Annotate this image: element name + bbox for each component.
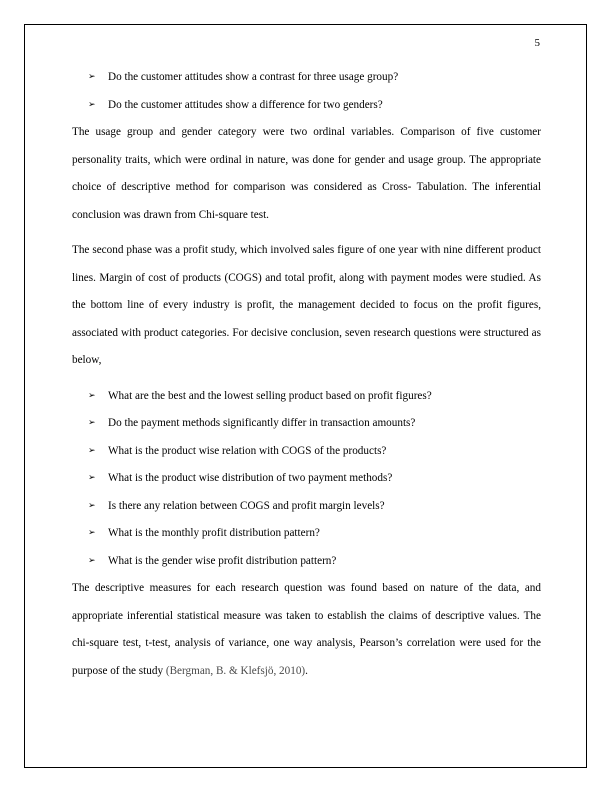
arrow-bullet-icon: ➢ — [88, 473, 96, 483]
arrow-bullet-icon: ➢ — [88, 445, 96, 456]
list-item-text: What is the product wise distribution of two payment methods? — [108, 472, 393, 484]
list-item-text: Is there any relation between COGS and profit margin levels? — [108, 499, 385, 512]
list-item — [72, 438, 541, 466]
question-list-research — [72, 383, 541, 576]
arrow-bullet-icon: ➢ — [88, 528, 96, 538]
paragraph-methods — [72, 575, 541, 685]
list-item — [72, 548, 541, 576]
list-item — [72, 64, 541, 92]
list-item-text: What is the product wise relation with COGS of the products? — [108, 444, 387, 457]
paragraph-usage-gender: The usage group and gender category were two ordinal variables. Comparison of five customer personality traits, which were ordinal in nature, was done for gender and usage group. The appropriate choice of descriptive method for comparison was considered as Cross- Tabulation. The inferential conclusion was drawn from Chi-square test. — [72, 126, 541, 221]
list-item — [72, 92, 541, 120]
list-item-text: What are the best and the lowest selling product based on profit figures? — [108, 389, 432, 402]
arrow-bullet-icon: ➢ — [88, 99, 96, 110]
arrow-bullet-icon: ➢ — [88, 418, 96, 428]
arrow-bullet-icon: ➢ — [88, 500, 96, 511]
list-item-text: Do the payment methods significantly differ in transaction amounts? — [108, 417, 416, 429]
list-item-text: What is the gender wise profit distribution pattern? — [108, 554, 337, 567]
page-number: 5 — [534, 37, 540, 49]
list-item — [72, 410, 541, 438]
paragraph-methods-text: The descriptive measures for each research question was found based on nature of the data, and appropriate inferential statistical measure was taken to establish the claims of descriptive values. The chi-square test, t-test, analysis of variance, one way analysis, Pearson’s correlation were used for the purpose of the study — [72, 582, 541, 677]
list-item — [72, 465, 541, 493]
paragraph-end: . — [305, 664, 308, 677]
list-item-text: Do the customer attitudes show a difference for two genders? — [108, 98, 383, 111]
paragraph-profit-study: The second phase was a profit study, which involved sales figure of one year with nine different product lines. Margin of cost of products (COGS) and total profit, along with payment modes were studied. As the bottom line of every industry is profit, the management decided to focus on the profit figures, associated with product categories. For decisive conclusion, seven research questions were structured as below, — [72, 244, 541, 366]
arrow-bullet-icon: ➢ — [88, 555, 96, 566]
question-list-attitudes — [72, 64, 541, 119]
list-item-text: Do the customer attitudes show a contrast for three usage group? — [108, 71, 399, 83]
citation: (Bergman, B. & Klefsjö, 2010) — [165, 664, 306, 677]
document-body — [72, 64, 541, 685]
arrow-bullet-icon: ➢ — [88, 72, 96, 82]
list-item — [72, 493, 541, 521]
list-item — [72, 383, 541, 411]
list-item-text: What is the monthly profit distribution pattern? — [108, 527, 320, 539]
arrow-bullet-icon: ➢ — [88, 390, 96, 401]
list-item — [72, 520, 541, 548]
